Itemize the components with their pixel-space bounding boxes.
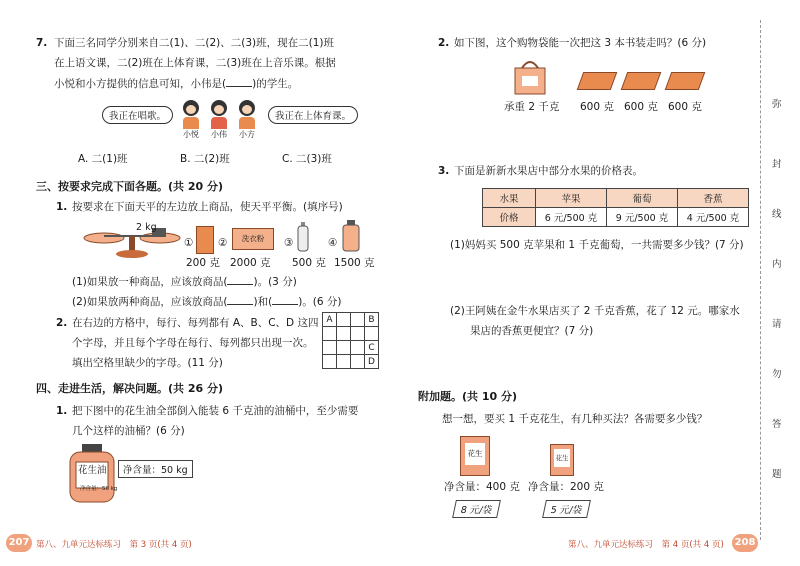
kid-name: 小方 — [239, 130, 255, 139]
grid-cell[interactable] — [337, 327, 351, 341]
table-cell: 6 元/500 克 — [536, 208, 607, 227]
speech-bubble-right: 我正在上体育课。 — [268, 106, 358, 124]
grid-cell[interactable] — [323, 327, 337, 341]
book-icon — [621, 72, 662, 90]
water-bottle-icon — [296, 222, 310, 252]
snack-bag-icon — [196, 226, 214, 254]
seal-char: 线 — [772, 209, 782, 220]
s3q1-text: 按要求在下面天平的左边放上商品，使天平平衡。(填序号) — [72, 201, 343, 213]
s3q1-sub1 — [72, 274, 297, 289]
kid-xiaoyue — [180, 100, 202, 140]
r-q3-text: 下面是新新水果店中部分水果的价格表。 — [454, 165, 643, 177]
price-table — [482, 188, 749, 227]
q7-line3 — [54, 76, 298, 91]
pack-400-net: 净含量：400 克 — [444, 481, 520, 493]
q7-option-a[interactable]: A. 二(1)班 — [78, 153, 128, 165]
s4q1-number: 1. — [56, 405, 68, 417]
s3q1-sub1-blank[interactable] — [227, 274, 253, 285]
scale-weight-label: 2 kg — [136, 222, 157, 233]
grid-cell[interactable] — [351, 341, 365, 355]
q7-line1: 下面三名同学分别来自二(1)、二(2)、二(3)班，现在二(1)班 — [54, 37, 334, 49]
kid-body-icon — [211, 117, 227, 129]
speech-bubble-left: 我正在唱歌。 — [102, 106, 173, 124]
s3q2-line1: 在右边的方格中，每行、每列都有 A、B、C、D 这四 — [72, 317, 319, 329]
letter-grid — [322, 312, 379, 369]
r-q3-number: 3. — [438, 165, 450, 177]
kid-xiaofang — [236, 100, 258, 140]
page-number-left: 207 — [6, 534, 32, 552]
peanut-pack-400-icon — [460, 436, 490, 476]
seal-char: 弥 — [772, 99, 782, 110]
item-2-number: ② — [218, 237, 228, 249]
r-q3-sub1: (1)妈妈买 500 克苹果和 1 千克葡萄，一共需要多少钱？(7 分) — [450, 239, 744, 251]
bonus-text: 想一想，要买 1 千克花生，有几种买法？各需要多少钱？ — [442, 413, 708, 425]
binding-dashed-line — [760, 20, 761, 540]
grid-cell[interactable] — [337, 355, 351, 369]
grid-cell[interactable] — [365, 327, 379, 341]
bonus-title: 附加题。(共 10 分) — [418, 390, 518, 403]
item-4-label: 1500 克 — [334, 257, 375, 269]
s3q1-sub2-pre: (2)如果放两种商品，应该放商品( — [72, 296, 228, 308]
item-1-number: ① — [184, 237, 194, 249]
peanut-pack-200-icon — [550, 444, 574, 476]
kid-head-icon — [211, 100, 227, 116]
footer-right-text: 第八、九单元达标练习 第 4 页(共 4 页) — [568, 540, 724, 550]
jar-net-content: 净含量：50 kg — [118, 460, 193, 478]
pack-200-net: 净含量：200 克 — [528, 481, 604, 493]
grid-cell[interactable] — [337, 341, 351, 355]
page-number-right: 208 — [732, 534, 758, 552]
item-3-label: 500 克 — [292, 257, 326, 269]
balance-scale-icon — [82, 216, 182, 262]
seal-char: 内 — [772, 259, 782, 270]
grid-cell[interactable]: A — [323, 313, 337, 327]
s3q1-sub2-mid: )和( — [253, 296, 273, 308]
s3q2-number: 2. — [56, 317, 68, 329]
section3-title: 三、按要求完成下面各题。(共 20 分) — [36, 180, 224, 193]
table-row — [483, 208, 749, 227]
grid-cell[interactable]: B — [365, 313, 379, 327]
item-2-label: 2000 克 — [230, 257, 271, 269]
table-header-cell: 香蕉 — [678, 189, 749, 208]
q7-line3-pre: 小悦和小方提供的信息可知，小伟是( — [54, 78, 227, 90]
grid-cell[interactable] — [323, 341, 337, 355]
s3q2-line3: 填出空格里缺少的字母。(11 分) — [72, 357, 223, 369]
seal-char: 答 — [772, 419, 782, 430]
r-q3-sub2-line1: (2)王阿姨在金牛水果店买了 2 千克香蕉，花了 12 元。哪家水 — [450, 305, 740, 317]
grid-cell[interactable]: C — [365, 341, 379, 355]
section4-title: 四、走进生活，解决问题。(共 26 分) — [36, 382, 224, 395]
shopping-bag-icon — [512, 56, 548, 96]
kid-xiaowei — [208, 100, 230, 140]
s3q1-sub2 — [72, 294, 342, 309]
table-row — [483, 189, 749, 208]
grid-cell[interactable] — [337, 313, 351, 327]
pack-400-price-tag: 8 元/袋 — [452, 500, 501, 518]
q7-line3-post: )的学生。 — [252, 78, 299, 90]
q7-answer-blank[interactable] — [226, 76, 252, 87]
grid-cell[interactable] — [323, 355, 337, 369]
detergent-box-icon: 洗衣粉 — [232, 228, 274, 250]
kid-body-icon — [183, 117, 199, 129]
table-cell: 9 元/500 克 — [607, 208, 678, 227]
table-header-cell: 苹果 — [536, 189, 607, 208]
s3q1-sub2-blank2[interactable] — [272, 294, 298, 305]
s3q1-sub1-pre: (1)如果放一种商品，应该放商品( — [72, 276, 228, 288]
item-1-label: 200 克 — [186, 257, 220, 269]
grid-cell[interactable] — [351, 355, 365, 369]
table-cell: 4 元/500 克 — [678, 208, 749, 227]
jar-label: 花生油 — [78, 465, 107, 476]
book-weight: 600 克 — [624, 101, 658, 113]
book-weight: 600 克 — [580, 101, 614, 113]
pack-200-price-tag: 5 元/袋 — [542, 500, 591, 518]
book-weight: 600 克 — [668, 101, 702, 113]
grid-cell[interactable] — [351, 313, 365, 327]
s3q2-line2: 个字母，并且每个字母在每行、每列都只出现一次。 — [72, 337, 314, 349]
table-header-cell: 葡萄 — [607, 189, 678, 208]
footer-left-text: 第八、九单元达标练习 第 3 页(共 4 页) — [36, 540, 192, 550]
q7-option-c[interactable]: C. 二(3)班 — [282, 153, 332, 165]
kid-head-icon — [239, 100, 255, 116]
r-q3-sub2-line2: 果店的香蕉更便宜？(7 分) — [470, 325, 594, 337]
oil-jar-icon — [342, 220, 360, 252]
s3q1-sub1-post: )。(3 分) — [253, 276, 297, 288]
item-3-number: ③ — [284, 237, 294, 249]
jar-small-net: 净含量：50 kg — [80, 486, 118, 492]
grid-cell[interactable] — [351, 327, 365, 341]
s3q1-number: 1. — [56, 201, 68, 213]
right-page — [400, 0, 800, 566]
kid-name: 小伟 — [211, 130, 227, 139]
q7-line2: 在上语文课，二(2)班在上体育课，二(3)班在上音乐课。根据 — [54, 57, 336, 69]
seal-char: 题 — [772, 469, 782, 480]
book-icon — [577, 72, 618, 90]
q7-option-b[interactable]: B. 二(2)班 — [180, 153, 230, 165]
table-header-cell: 水果 — [483, 189, 536, 208]
kid-head-icon — [183, 100, 199, 116]
kid-body-icon — [239, 117, 255, 129]
seal-char: 请 — [772, 319, 782, 330]
pack-label: 花生 — [465, 443, 485, 465]
bag-capacity-label: 承重 2 千克 — [504, 101, 560, 113]
table-cell: 价格 — [483, 208, 536, 227]
kid-name: 小悦 — [183, 130, 199, 139]
seal-char: 勿 — [772, 369, 782, 380]
s4q1-line2: 几个这样的油桶？(6 分) — [72, 425, 185, 437]
book-icon — [665, 72, 706, 90]
q7-number: 7. — [36, 37, 48, 49]
r-q2-text: 如下图，这个购物袋能一次把这 3 本书装走吗？(6 分) — [454, 37, 707, 49]
item-4-number: ④ — [328, 237, 338, 249]
s3q1-sub2-blank1[interactable] — [227, 294, 253, 305]
seal-char: 封 — [772, 159, 782, 170]
grid-cell[interactable]: D — [365, 355, 379, 369]
s3q1-sub2-post: )。(6 分) — [298, 296, 342, 308]
r-q2-number: 2. — [438, 37, 450, 49]
pack-label: 花生 — [554, 449, 570, 467]
s4q1-line1: 把下图中的花生油全部倒入能装 6 千克油的油桶中，至少需要 — [72, 405, 359, 417]
